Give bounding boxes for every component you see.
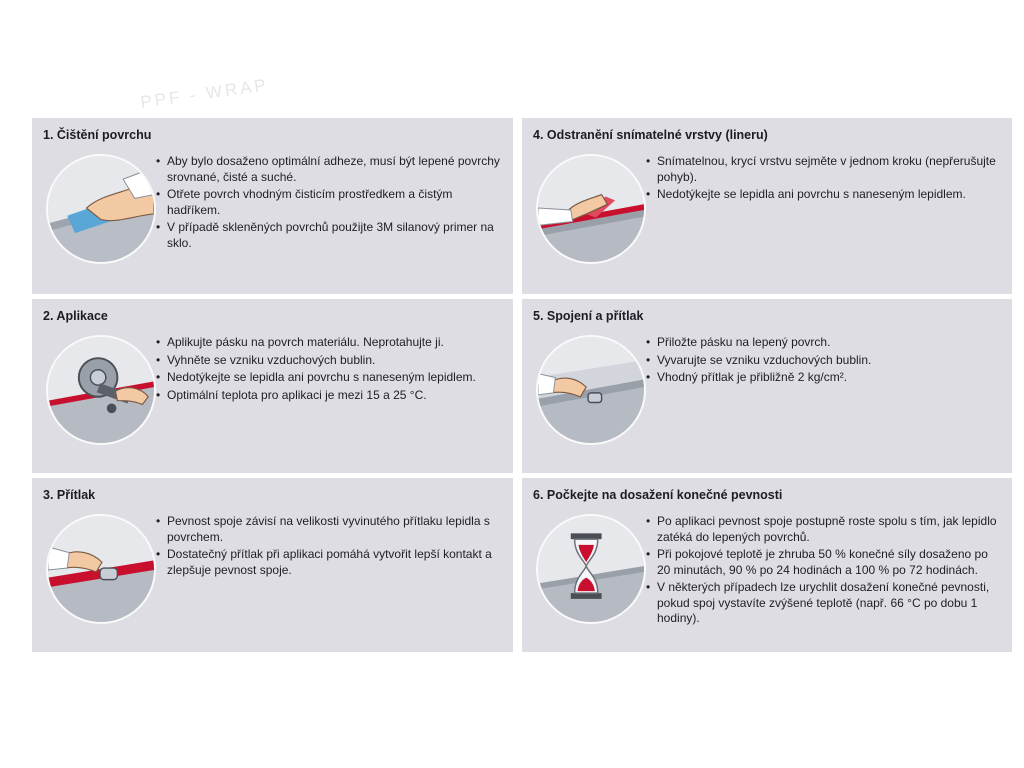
bullet-item: • Snímatelnou, krycí vrstvu sejměte v jednom kroku (nepřerušujte pohyb).	[646, 154, 1002, 185]
bullet-item: • Po aplikaci pevnost spoje postupně roste spolu s tím, jak lepidlo zatéká do lepených povrchů.	[646, 514, 1002, 545]
bullet-item: • Nedotýkejte se lepidla ani povrchu s naneseným lepidlem.	[646, 187, 1002, 203]
step-title: 3. Přítlak	[43, 488, 96, 502]
bullet-item: • Vyvarujte se vzniku vzduchových bublin.	[646, 353, 1002, 369]
bullet-item: • Dostatečný přítlak při aplikaci pomáhá vytvořit lepší kontakt a zlepšuje pevnost spoje.	[156, 547, 503, 578]
bullet-item: • Vyhněte se vzniku vzduchových bublin.	[156, 353, 503, 369]
step-title: 1. Čištění povrchu	[43, 128, 152, 142]
step-bullets	[646, 154, 1002, 205]
hourglass-icon	[536, 514, 646, 624]
bullet-item: • Přiložte pásku na lepený povrch.	[646, 335, 1002, 351]
step-bullets	[646, 514, 1002, 629]
step-bullets	[646, 335, 1002, 388]
steps-grid	[32, 118, 1012, 652]
bullet-item: • Vhodný přítlak je přibližně 2 kg/cm².	[646, 370, 1002, 386]
step-card-1	[32, 118, 513, 294]
step-card-2	[32, 299, 513, 473]
bullet-item: • Aby bylo dosaženo optimální adheze, musí být lepené povrchy srovnané, čisté a suché.	[156, 154, 503, 185]
bullet-item: • Pevnost spoje závisí na velikosti vyvinutého přítlaku lepidla s povrchem.	[156, 514, 503, 545]
liner-removal-icon	[536, 154, 646, 264]
bullet-item: • Při pokojové teplotě je zhruba 50 % konečné síly dosaženo po 20 minutách, 90 % po 24 hodinách a 100 % po 72 hodinách.	[646, 547, 1002, 578]
tape-dispenser-icon	[46, 335, 156, 445]
step-bullets	[156, 335, 503, 405]
bullet-item: • Optimální teplota pro aplikaci je mezi 15 a 25 °C.	[156, 388, 503, 404]
step-title: 6. Počkejte na dosažení konečné pevnosti	[533, 488, 783, 502]
bullet-item: • V některých případech lze urychlit dosažení konečné pevnosti, pokud spoj vystavíte zvýšené teplotě (např. 66 °C po dobu 1 hodiny).	[646, 580, 1002, 627]
bullet-item: • Otřete povrch vhodným čisticím prostředkem a čistým hadříkem.	[156, 187, 503, 218]
step-bullets	[156, 154, 503, 253]
step-card-4	[522, 118, 1012, 294]
step-card-6	[522, 478, 1012, 652]
step-title: 2. Aplikace	[43, 309, 108, 323]
roller-join-icon	[536, 335, 646, 445]
cleaning-icon	[46, 154, 156, 264]
step-title: 5. Spojení a přítlak	[533, 309, 644, 323]
step-bullets	[156, 514, 503, 580]
roller-pressure-icon	[46, 514, 156, 624]
step-card-5	[522, 299, 1012, 473]
bullet-item: • V případě skleněných povrchů použijte 3M silanový primer na sklo.	[156, 220, 503, 251]
bullet-item: • Aplikujte pásku na povrch materiálu. Neprotahujte ji.	[156, 335, 503, 351]
step-title: 4. Odstranění snímatelné vrstvy (lineru)	[533, 128, 768, 142]
watermark-top-text: PPF - WRAP	[139, 75, 270, 112]
step-card-3	[32, 478, 513, 652]
bullet-item: • Nedotýkejte se lepidla ani povrchu s naneseným lepidlem.	[156, 370, 503, 386]
